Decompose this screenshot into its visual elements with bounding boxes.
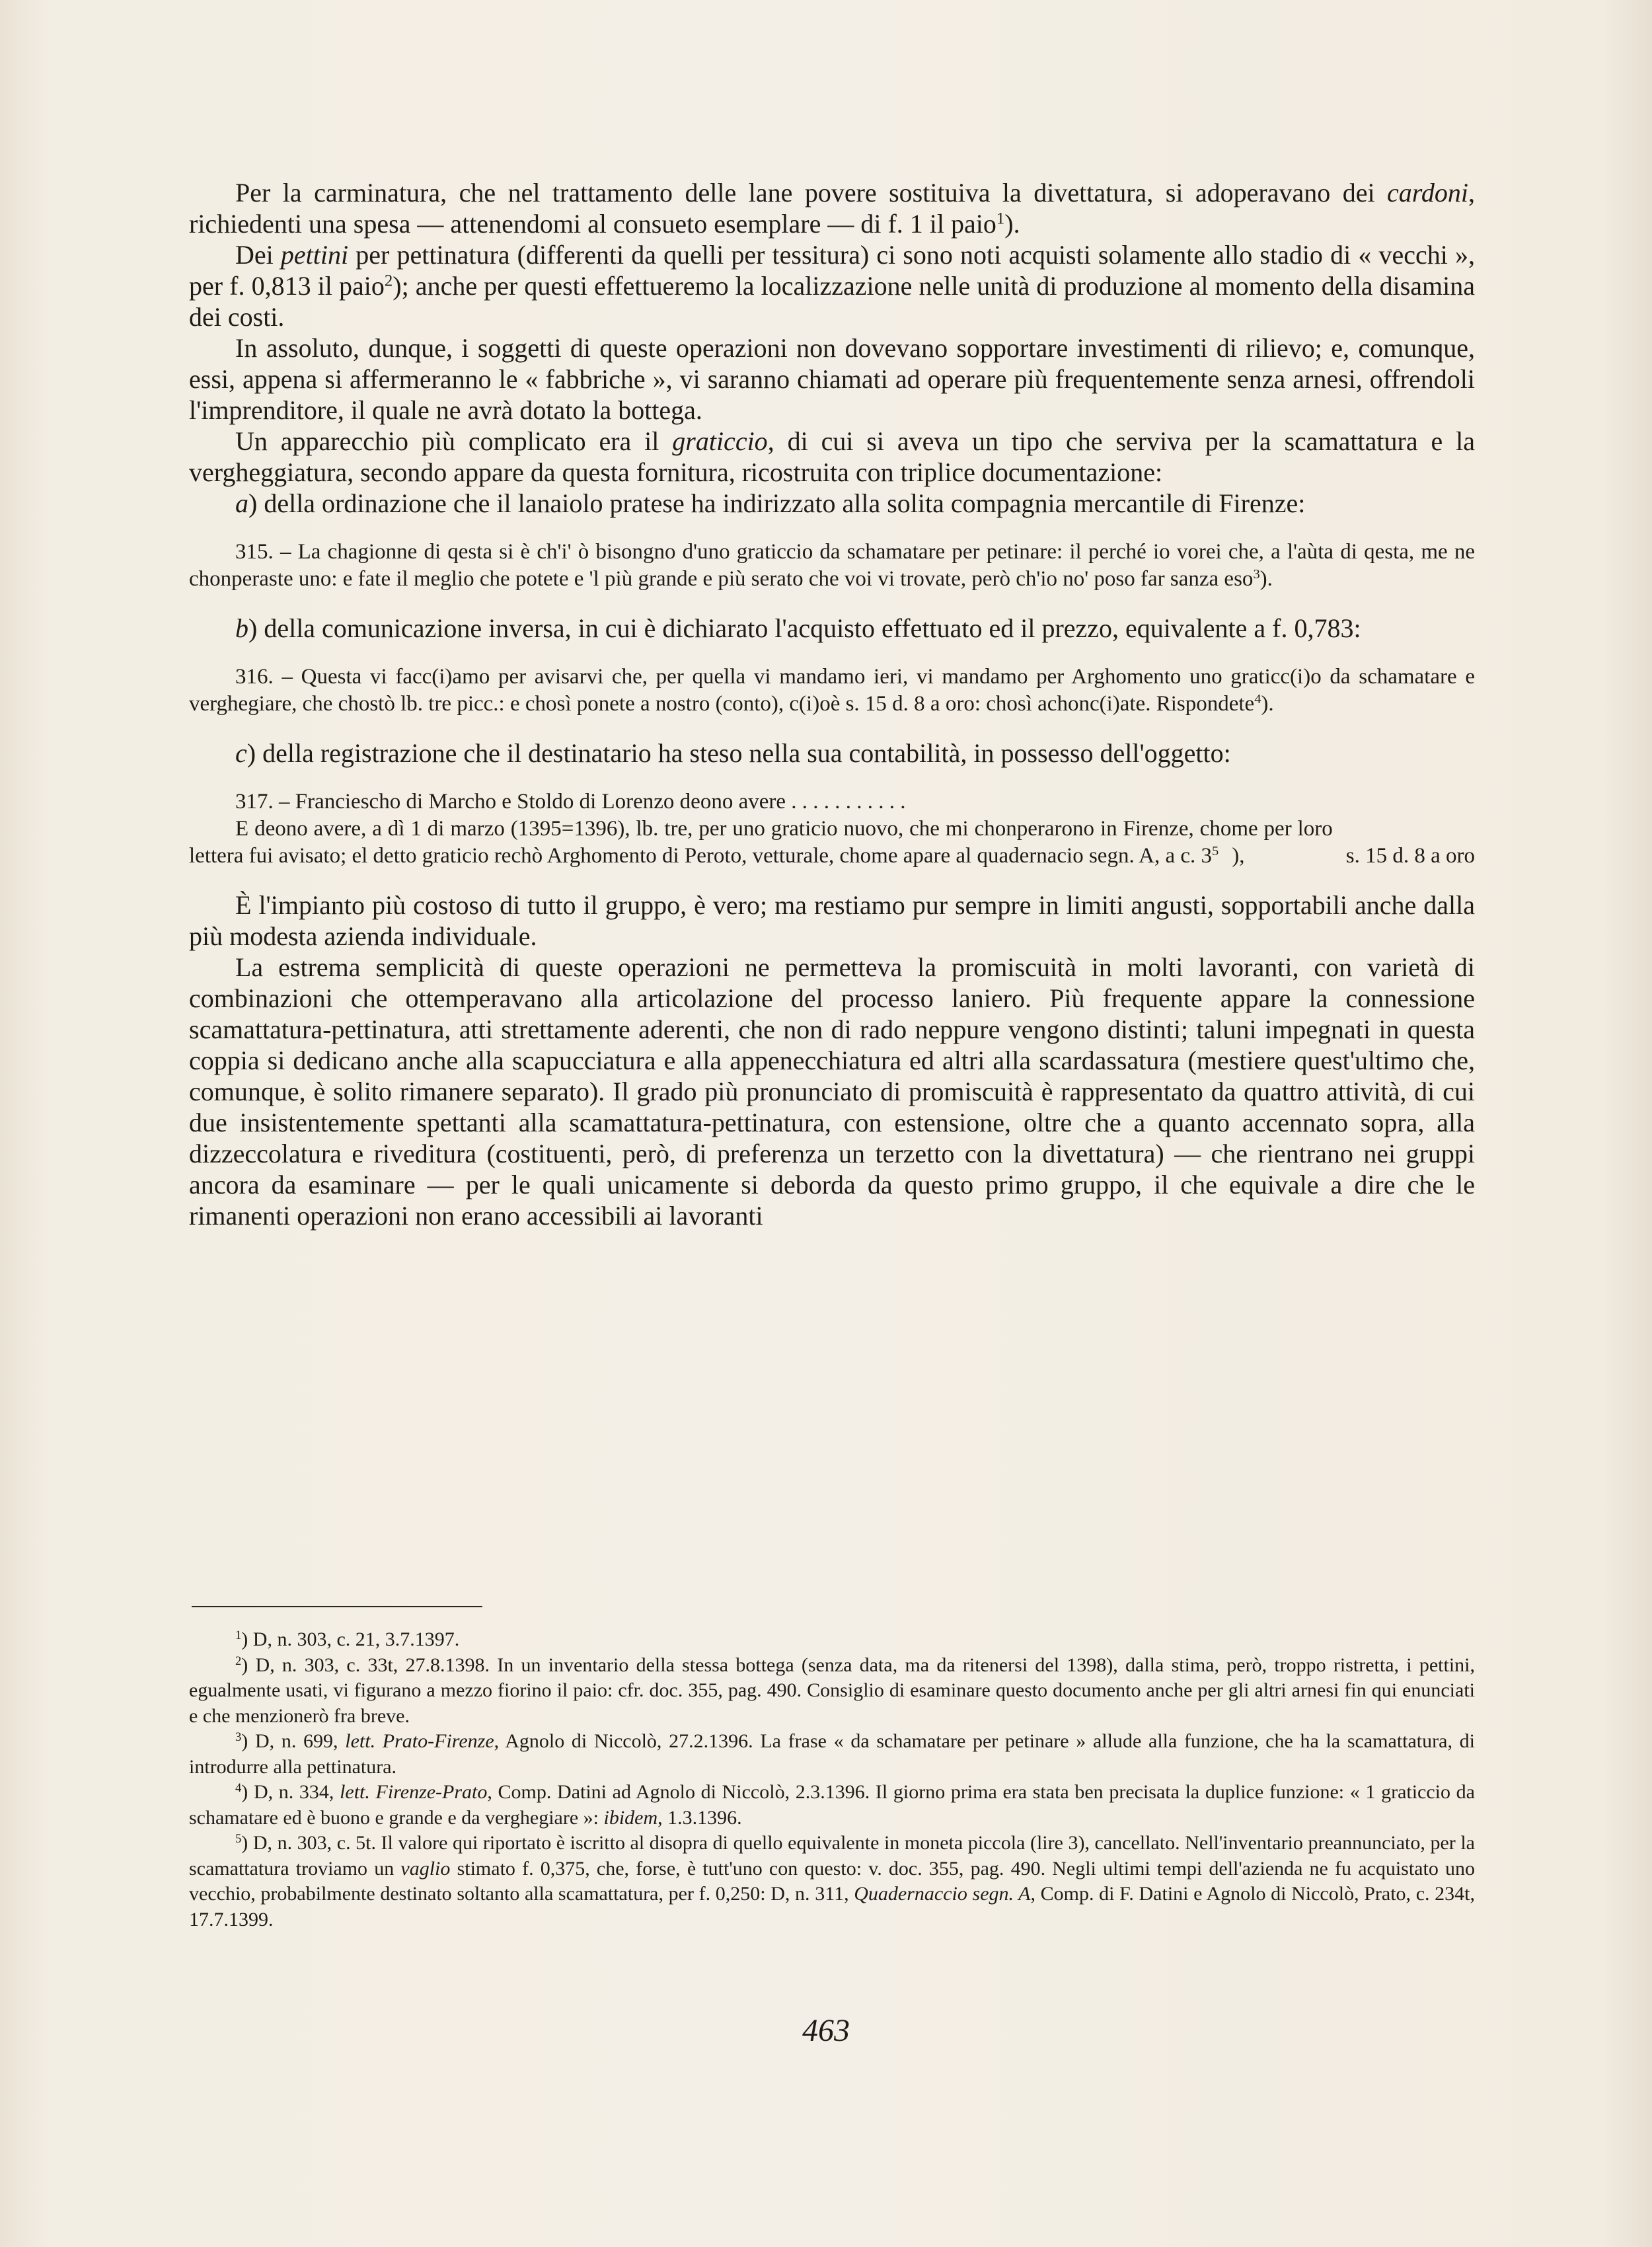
footnote-4: $^4$) D, n. 334, lett. Firenze-Prato, Comp. Datini ad Agnolo di Niccolò, 2.3.1396. Il giorno prima era stata ben precisata la duplice funzione: « 1 graticcio da schamatare ed è buono e grande e da verghegiare »: ibidem, 1.3.1396. — [189, 1780, 1475, 1829]
paragraph-graticcio: Un apparecchio più complicato era il graticcio, di cui si aveva un tipo che serviva per la scamattatura e la vergheggiatura, secondo appare da questa fornitura, ricostruita con triplice documentazione: — [189, 426, 1475, 487]
footnote-ref: 3 — [1253, 566, 1260, 582]
paragraph-ordinazione: a) della ordinazione che il lanaiolo pratese ha indirizzato alla solita compagnia mercantile di Firenze: — [235, 488, 1306, 518]
document-317-entry: E deono avere, a dì 1 di marzo (1395=1396), lb. tre, per uno graticio nuovo, che mi chonperarono in Firenze, chome per loro lettera fui avisato; el detto graticio rechò Arghomento di Peroto, vetturale, chome apare al quadernacio segn. A, a c. $3^5$ ), s. 15 d. 8 a oro — [189, 816, 1475, 870]
paragraph-assoluto: In assoluto, dunque, i soggetti di queste operazioni non dovevano sopportare investimenti di rilievo; e, comunque, essi, appena si affermeranno le « fabbriche », vi saranno chiamati ad operare più frequentemente senza arnesi, offrendoli l'imprenditore, il quale ne avrà dotato la bottega. — [189, 333, 1475, 425]
footnote-5: $^5$) D, n. 303, c. 5t. Il valore qui riportato è iscritto al disopra di quello equivalente in moneta piccola (lire 3), cancellato. Nell'inventario preannunciato, per la scamattatura troviamo un vaglio stimato f. 0,375, che, forse, è tutt'uno con questo: v. doc. 355, pag. 490. Negli ultimi tempi dell'azienda ne fu acquistato uno vecchio, probabilmente destinato soltanto alla scamattatura, per f. 0,250: D, n. 311, Quadernaccio segn. A, Comp. di F. Datini e Agnolo di Niccolò, Prato, c. 234t, 17.7.1399. — [189, 1831, 1475, 1930]
paragraph-registrazione: c) della registrazione che il destinatario ha steso nella sua contabilità, in possesso dell'oggetto: — [235, 738, 1231, 768]
footnote-ref: 2 — [384, 272, 393, 290]
paragraph-semplicita: La estrema semplicità di queste operazioni ne permetteva la promiscuità in molti lavoranti, con varietà di combinazioni che ottemperavano alla articolazione del processo laniero. Più frequente appare la connessione scamattatura-pettinatura, atti strettamente aderenti, che non di rado neppure vengono distinti; taluni impegnati in questa coppia si dedicano anche alla scapucciatura e alla appenecchiatura ed altri alla scardassatura (mestiere quest'ultimo che, comunque, è solito rimanere separato). Il grado più pronunciato di promiscuità è rappresentato da quattro attività, di cui due insistentemente spettanti alla scamattatura-pettinatura, con estensione, oltre che a quanto accennato sopra, alla dizzeccolatura e riveditura (costituenti, però, di preferenza un terzetto con la divettatura) — che rientrano nei gruppi ancora da esaminare — per le quali unicamente si deborda da questo primo gruppo, il che equivale a dire che le rimanenti operazioni non erano accessibili ai lavoranti — [189, 952, 1475, 1231]
document-317-amount: s. 15 d. 8 a oro — [1345, 844, 1475, 868]
main-text — [189, 177, 1475, 1231]
footnote-ref: 4 — [1254, 691, 1261, 706]
paragraph-impianto: È l'impianto più costoso di tutto il gruppo, è vero; ma restiamo pur sempre in limiti angusti, sopportabili anche dalla più modesta azienda individuale. — [189, 890, 1475, 951]
footnote-2: $^2$) D, n. 303, c. 33t, 27.8.1398. In un inventario della stessa bottega (senza data, ma da ritenersi del 1398), dalla stima, però, troppo ristretta, i pettini, egualmente usati, vi figurano a mezzo fiorino il paio: cfr. doc. 355, pag. 490. Consiglio di esaminare questo documento anche per gli altri arnesi fin qui enunciati e che menzionerò fra breve. — [189, 1654, 1475, 1727]
footnotes — [189, 1627, 1475, 1932]
document-316: 316. – Questa vi facc(i)amo per avisarvi che, per quella vi mandamo ieri, vi mandamo per Arghomento uno graticc(i)o da schamatare e verghegiare, che chostò lb. tre picc.: e chosì ponete a nostro (conto), c(i)oè s. 15 d. 8 a oro: chosì achonc(i)ate. Rispondete$^4$). — [189, 665, 1475, 716]
footnote-ref: 5 — [1212, 843, 1219, 858]
paragraph-pettini: Dei pettini per pettinatura (differenti da quelli per tessitura) ci sono noti acquisti solamente allo stadio di « vecchi », per f. 0,813 il paio$^2$); anche per questi effettueremo la localizzazione nelle unità di produzione al momento della disamina dei costi. — [189, 240, 1475, 332]
footnote-3: $^3$) D, n. 699, lett. Prato-Firenze, Agnolo di Niccolò, 27.2.1396. La frase « da schamatare per petinare » allude alla funzione, che ha la scamattatura, di introdurre alla pettinatura. — [189, 1730, 1475, 1778]
paragraph-carminatura: Per la carminatura, che nel trattamento delle lane povere sostituiva la divettatura, si adoperavano dei cardoni, richiedenti una spesa — attenendomi al consueto esemplare — di f. 1 il paio$^1$). — [189, 178, 1475, 239]
page-number: 463 — [802, 2013, 850, 2048]
footnote-1: $^1$) D, n. 303, c. 21, 3.7.1397. — [235, 1628, 460, 1650]
paragraph-comunicazione: b) della comunicazione inversa, in cui è dichiarato l'acquisto effettuato ed il prezzo, equivalente a f. 0,783: — [235, 613, 1361, 643]
document-317-heading: 317. – Franciescho di Marcho e Stoldo di Lorenzo deono avere . . . . . . . . . . . — [235, 790, 906, 814]
document-315: 315. – La chagionne di qesta si è ch'i' ò bisongno d'uno graticcio da schamatare per petinare: il perché io vorei che, a l'aùta di qesta, me ne chonperaste uno: e fate il meglio che potete e 'l più grande e più serato che voi vi trovate, però ch'io no' poso far sanza eso$^3$). — [189, 540, 1475, 591]
footnote-divider — [192, 1606, 482, 1607]
footnote-ref: 1 — [996, 209, 1005, 228]
